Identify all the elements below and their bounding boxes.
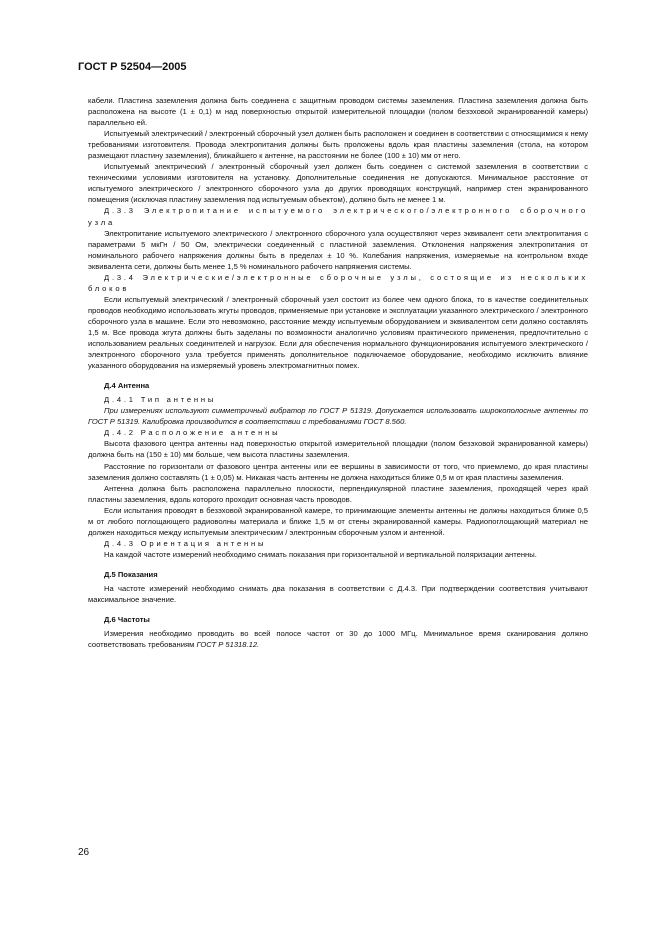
paragraph-text: Измерения необходимо проводить во всей полосе частот от 30 до 1000 МГц. Минимальное время сканирования должно соответствовать требованиям	[88, 629, 588, 650]
subsection-title: Д.4.3 Ориентация антенны	[104, 538, 267, 548]
standard-reference: ГОСТ Р 51318.12.	[196, 640, 260, 650]
paragraph: На каждой частоте измерений необходимо снимать показания при горизонтальной и вертикальной поляризации антенны.	[104, 549, 537, 559]
subsection-title: Д.4.2 Расположение антенны	[104, 428, 281, 438]
subsection-title: Д.3.4 Электрические/электронные сборочные узлы, состоящие из нескольких блоков	[88, 272, 588, 293]
page-number: 26	[78, 847, 90, 858]
section-heading: Д.5 Показания	[104, 569, 158, 579]
paragraph: Высота фазового центра антенны над поверхностью открытой измерительной площадки (полом безэховой экранированной камеры) должна быть на (150 ± 10) мм больше, чем высота пластины заземления.	[88, 439, 588, 460]
paragraph: Если испытуемый электрический / электронный сборочный узел состоит из более чем одного блока, то в качестве соединительных проводов необходимо использовать жгуты проводов, применяемые при установке и эксплуатации указанного электрического / электронного сборочного узла в машине. Если это невозможно, расстояние между испытуемым оборудованием и эквивалентом сети должно составлять 1,5 м. Все провода жгута должны быть заделаны по возможности аналогично условиям практического применения, предпочтительно с использованием реальных соединителей и нагрузок. Если для обеспечения нормального функционирования испытуемого электрического / электронного сборочного узла требуется применять дополнительное подключаемое оборудование, необходимо исключить влияние указанного оборудования на измеряемый уровень электромагнитных помех.	[88, 294, 588, 371]
paragraph: Испытуемый электрический / электронный сборочный узел должен быть соединен с системой заземления в соответствии с техническими условиями изготовителя на установку. Дополнительные соединения не допускаются. Минимальное расстояние от испытуемого электрического / электронного сборочного узла до других проводящих конструкций, например стен экранированного помещения (исключая пластину заземления под испытуемым объектом), должно быть не менее 1 м.	[88, 162, 588, 205]
paragraph: Расстояние по горизонтали от фазового центра антенны или ее вершины в зависимости от того, что приемлемо, до края пластины заземления должно составлять (1 ± 0,05) м. Никакая часть антенны не должна находиться ближе 0,5 м от края пластины заземления.	[88, 461, 588, 482]
paragraph: Антенна должна быть расположена параллельно плоскости, перпендикулярной пластине заземления, проходящей через край пластины заземления, вдоль которого проходит основная часть проводов.	[88, 483, 588, 504]
paragraph: При измерениях используют симметричный вибратор по ГОСТ Р 51319. Допускается использовать широкополосные антенны по ГОСТ Р 51319. Калибровка производится в соответствии с требованиями ГОСТ 8.560.	[88, 406, 588, 427]
subsection-title: Д.3.3 Электропитание испытуемого электрического/электронного сборочного узла	[88, 206, 588, 227]
standard-code: ГОСТ Р 52504—2005	[78, 61, 187, 73]
paragraph: На частоте измерений необходимо снимать два показания в соответствии с Д.4.3. При подтверждении соответствия учитывают максимальное значение.	[88, 583, 588, 605]
paragraph: Если испытания проводят в безэховой экранированной камере, то принимающие элементы антенны не должны находиться ближе 0,5 м от любого поглощающего радиоволны материала и ближе 1,5 м от стены экранированной камеры. Радиопоглощающий материал не должен находиться между испытуемым электрическим / электронным сборочным узлом и антенной.	[88, 505, 588, 537]
body-text	[88, 95, 588, 650]
subsection-title: Д.4.1 Тип антенны	[104, 395, 217, 405]
paragraph: Электропитание испытуемого электрического / электронного сборочного узла осуществляют через эквивалент сети электропитания с параметрами 5 мкГн / 50 Ом, электрически соединенный с пластиной заземления. Отклонения напряжения электропитания от номинального рабочего напряжения должны быть в пределах ± 10 %. Колебания напряжения, измеряемые на контрольном входе эквивалента сети, должны быть менее 1,5 % номинального рабочего напряжения системы.	[88, 228, 588, 271]
paragraph	[88, 628, 588, 650]
section-heading: Д.4 Антенна	[104, 381, 150, 391]
paragraph: кабели. Пластина заземления должна быть соединена с защитным проводом системы заземления. Пластина заземления должна быть расположена на высоте (1 ± 0,1) м над поверхностью открытой измерительной площадки (полом безэховой экранированной камеры) параллельно ей.	[88, 96, 588, 128]
paragraph: Испытуемый электрический / электронный сборочный узел должен быть расположен и соединен в соответствии с относящимися к нему требованиями изготовителя. Провода электропитания должны быть проложены вдоль края пластины заземления (стола, на котором размещают пластину заземления), ближайшего к антенне, на расстоянии не более (100 ± 10) мм от него.	[88, 129, 588, 161]
section-heading: Д.6 Частоты	[104, 615, 150, 625]
